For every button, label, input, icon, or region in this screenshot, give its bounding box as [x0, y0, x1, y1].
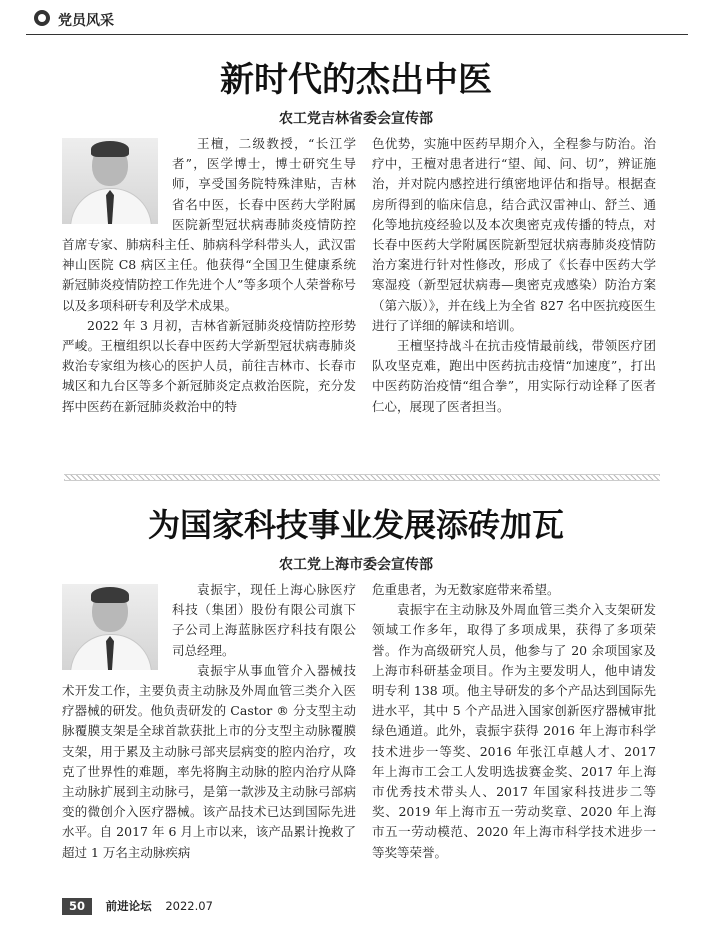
paragraph: 袁振宇在主动脉及外周血管三类介入支架研发领域工作多年，取得了多项成果，获得了多项荣誉。作为高级研究人员，他参与了 20 余项国家及上海市科研基金项目。作为主要发明人，他申请发明专利 138 项。他主导研发的多个产品达到国际先进水平，其中 5 个产品进入国家创新医疗器械审批绿色通道。此外，袁振宇获得 2016 年上海市科学技术进步一等奖、2016 年张江卓越人才、2017 年上海市工会工人发明选拔赛金奖、2017 年上海市优秀技术带头人、2017 年国家科技进步二等奖、2019 年上海市五一劳动奖章、2020 年上海市五一劳动模范、2020 年上海市科学技术进步一等奖等荣誉。 [372, 602, 656, 860]
article1-byline: 农工党吉林省委会宣传部 [279, 111, 433, 127]
paragraph: 王檀坚持战斗在抗击疫情最前线，带领医疗团队攻坚克难，跑出中医药抗击疫情“加速度”，打出中医药防治疫情“组合拳”，用实际行动诠释了医者仁心，展现了医者担当。 [372, 338, 656, 414]
portrait-photo [62, 138, 158, 224]
paragraph: 2022 年 3 月初，吉林省新冠肺炎疫情防控形势严峻。王檀组织以长春中医药大学新型冠状病毒肺炎救治专家组为核心的医护人员，前往吉林市、长春市城区和九台区等多个新冠肺炎定点救治医院，充分发挥中医药在新冠肺炎救治中的特 [62, 317, 356, 414]
paragraph: 色优势，实施中医药早期介入，全程参与防治。治疗中，王檀对患者进行“望、闻、问、切”，辨证施治，并对院内感控进行缜密地评估和指导。根据查房所得到的临床信息，结合武汉雷神山、舒兰、通化等地抗疫经验以及本次奥密克戎传播的特点，对长春中医药大学附属医院新型冠状病毒肺炎疫情防治方案进行针对性修改，形成了《长春中医药大学寒湿疫（新型冠状病毒—奥密克戎感染）防治方案（第六版）》，并在线上为全省 827 名中医抗疫医生进行了详细的解读和培训。 [372, 136, 656, 333]
page-header [26, 8, 688, 35]
portrait-photo [62, 584, 158, 670]
magazine-logo-icon [34, 10, 50, 26]
section-name: 党员风采 [58, 13, 114, 29]
article1-right-column [372, 134, 656, 417]
article1-left-column [62, 134, 356, 417]
paragraph: 袁振宇，现任上海心脉医疗科技（集团）股份有限公司旗下子公司上海蓝脉医疗科技有限公司总经理。 [172, 582, 356, 658]
magazine-name: 前进论坛 [105, 899, 152, 913]
article1-title: 新时代的杰出中医 [220, 60, 492, 100]
page-number: 50 [62, 898, 92, 915]
paragraph: 袁振宇从事血管介入器械技术开发工作，主要负责主动脉及外周血管三类介入医疗器械的研发。他负责研发的 Castor ® 分支型主动脉覆膜支架是全球首款获批上市的分支型主动脉覆膜支架，用于累及主动脉弓部夹层病变的腔内治疗，攻克了世界性的难题，率先将胸主动脉的腔内治疗从降主动脉扩展到主动脉弓，是第一款涉及主动脉弓部病变的微创介入医疗器械。该产品技术已达到国际先进水平。自 2017 年 6 月上市以来，该产品累计挽救了超过 1 万名主动脉疾病 [62, 662, 356, 860]
article2-left-column [62, 580, 356, 863]
article2-right-column [372, 580, 656, 863]
paragraph: 危重患者，为无数家庭带来希望。 [372, 582, 560, 597]
paragraph: 王檀，二级教授，“长江学者”，医学博士，博士研究生导师，享受国务院特殊津贴，吉林省名中医，长春中医药大学附属医院新型冠状病毒肺炎疫情防控首席专家、肺病科主任、肺病科学科带头人，武汉雷神山医院 C8 病区主任。他获得“全国卫生健康系统新冠肺炎疫情防控工作先进个人”等多项个人荣誉称号以及多项科研专利及学术成果。 [62, 136, 356, 313]
article2-title: 为国家科技事业发展添砖加瓦 [147, 506, 564, 544]
article-divider [64, 474, 660, 481]
issue-date: 2022.07 [165, 899, 213, 913]
article2-byline: 农工党上海市委会宣传部 [279, 557, 433, 573]
page-footer [62, 898, 213, 916]
